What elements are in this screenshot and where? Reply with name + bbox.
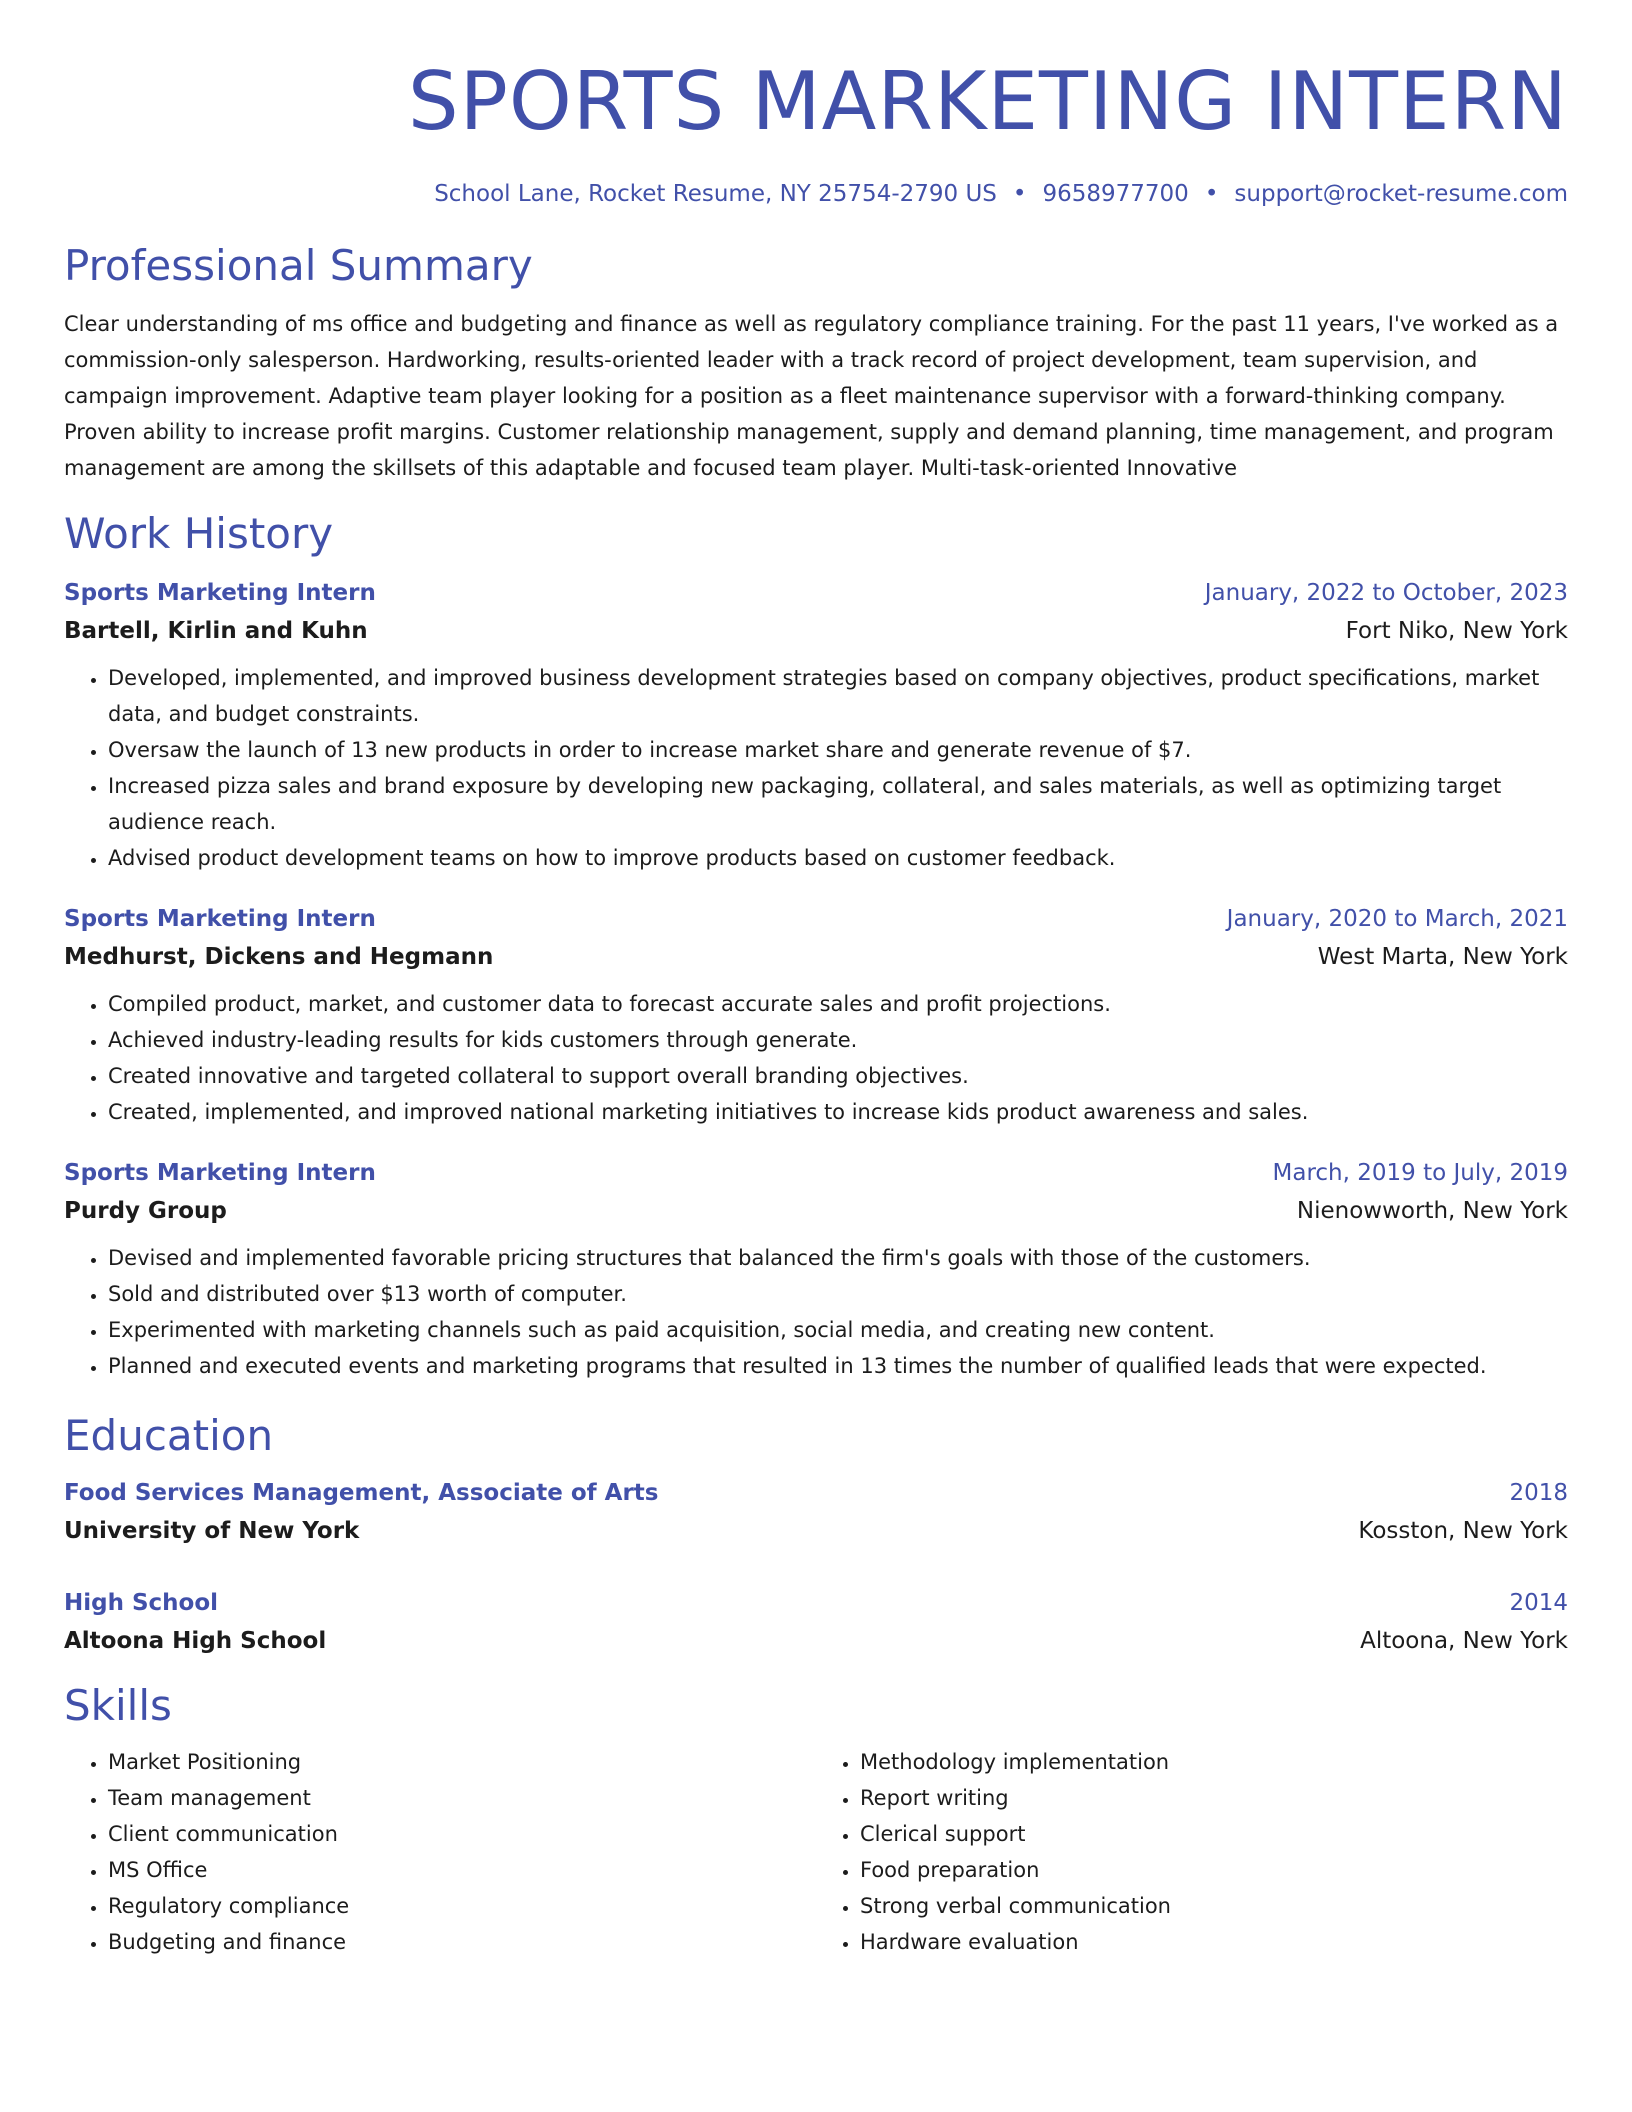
list-item: • Food preparation xyxy=(860,1852,1568,1888)
list-item: • Budgeting and finance xyxy=(108,1924,816,1960)
list-item: • MS Office xyxy=(108,1852,816,1888)
contact-separator: • xyxy=(1012,181,1027,207)
job-company: Bartell, Kirlin and Kuhn xyxy=(64,618,368,644)
education-entry xyxy=(64,1474,1568,1550)
candidate-name: SPORTS MARKETING INTERN xyxy=(407,55,1568,148)
education-school: University of New York xyxy=(64,1518,360,1544)
list-item: • Report writing xyxy=(860,1780,1568,1816)
job-bullets xyxy=(64,1240,1568,1384)
skills-columns xyxy=(64,1744,1568,1960)
education-degree: High School xyxy=(64,1590,219,1616)
job-dates: January, 2020 to March, 2021 xyxy=(1226,906,1568,932)
contact-email: support@rocket-resume.com xyxy=(1234,181,1568,207)
education-subheader xyxy=(64,1512,1568,1550)
job-subheader xyxy=(64,938,1568,976)
education-year: 2014 xyxy=(1509,1590,1568,1616)
job-company: Purdy Group xyxy=(64,1198,227,1224)
list-item: • Created innovative and targeted collateral to support overall branding objectives. xyxy=(108,1058,1568,1094)
list-item: • Regulatory compliance xyxy=(108,1888,816,1924)
job-header xyxy=(64,574,1568,612)
job-location: West Marta, New York xyxy=(1317,944,1568,970)
education-subheader xyxy=(64,1622,1568,1660)
education-location: Altoona, New York xyxy=(1360,1628,1568,1654)
job-company: Medhurst, Dickens and Hegmann xyxy=(64,944,494,970)
list-item: • Achieved industry-leading results for kids customers through generate. xyxy=(108,1022,1568,1058)
education-degree: Food Services Management, Associate of Arts xyxy=(64,1480,659,1506)
summary-text: Clear understanding of ms office and budgeting and finance as well as regulatory compliance training. For the past 11 years, I've worked as a commission-only salesperson. Hardworking, results-oriented leader with a track record of project development, team supervision, and campaign improvement. Adaptive team player looking for a position as a fleet maintenance supervisor with a forward-thinking company. Proven ability to increase profit margins. Customer relationship management, supply and demand planning, time management, and program management are among the skillsets of this adaptable and focused team player. Multi-task-oriented Innovative xyxy=(64,312,1559,480)
list-item: • Hardware evaluation xyxy=(860,1924,1568,1960)
job-dates: March, 2019 to July, 2019 xyxy=(1272,1160,1568,1186)
skills-list-right xyxy=(816,1744,1568,1960)
list-item: • Experimented with marketing channels such as paid acquisition, social media, and creating new content. xyxy=(108,1312,1568,1348)
contact-separator: • xyxy=(1204,181,1219,207)
contact-line xyxy=(64,178,1568,210)
list-item: • Created, implemented, and improved national marketing initiatives to increase kids product awareness and sales. xyxy=(108,1094,1568,1130)
job-role: Sports Marketing Intern xyxy=(64,580,376,606)
section-title-education: Education xyxy=(64,1411,274,1460)
resume-header xyxy=(64,0,1568,210)
job-bullets xyxy=(64,660,1568,876)
education-school: Altoona High School xyxy=(64,1628,327,1654)
job-bullets xyxy=(64,986,1568,1130)
section-title-skills: Skills xyxy=(64,1681,172,1730)
education-header xyxy=(64,1584,1568,1622)
list-item: • Strong verbal communication xyxy=(860,1888,1568,1924)
list-item: • Increased pizza sales and brand exposure by developing new packaging, collateral, and sales materials, as well as optimizing target audience reach. xyxy=(108,768,1568,840)
section-title-summary: Professional Summary xyxy=(64,241,533,290)
contact-address: School Lane, Rocket Resume, NY 25754-2790 US xyxy=(434,181,997,207)
education-header xyxy=(64,1474,1568,1512)
section-title-work-history: Work History xyxy=(64,509,334,558)
list-item: • Client communication xyxy=(108,1816,816,1852)
list-item: • Market Positioning xyxy=(108,1744,816,1780)
education-location: Kosston, New York xyxy=(1358,1518,1568,1544)
education-entry xyxy=(64,1584,1568,1660)
job-dates: January, 2022 to October, 2023 xyxy=(1204,580,1568,606)
list-item: • Developed, implemented, and improved business development strategies based on company objectives, product specifications, market data, and budget constraints. xyxy=(108,660,1568,732)
contact-phone: 9658977700 xyxy=(1042,181,1189,207)
list-item: • Advised product development teams on how to improve products based on customer feedback. xyxy=(108,840,1568,876)
job-location: Fort Niko, New York xyxy=(1345,618,1568,644)
list-item: • Oversaw the launch of 13 new products in order to increase market share and generate revenue of $7. xyxy=(108,732,1568,768)
list-item: • Devised and implemented favorable pricing structures that balanced the firm's goals with those of the customers. xyxy=(108,1240,1568,1276)
job-entry xyxy=(64,574,1568,876)
job-entry xyxy=(64,1154,1568,1384)
list-item: • Sold and distributed over $13 worth of computer. xyxy=(108,1276,1568,1312)
job-entry xyxy=(64,900,1568,1130)
job-role: Sports Marketing Intern xyxy=(64,1160,376,1186)
job-header xyxy=(64,900,1568,938)
job-role: Sports Marketing Intern xyxy=(64,906,376,932)
list-item: • Compiled product, market, and customer data to forecast accurate sales and profit projections. xyxy=(108,986,1568,1022)
list-item: • Methodology implementation xyxy=(860,1744,1568,1780)
job-location: Nienowworth, New York xyxy=(1296,1198,1568,1224)
job-header xyxy=(64,1154,1568,1192)
list-item: • Planned and executed events and marketing programs that resulted in 13 times the number of qualified leads that were expected. xyxy=(108,1348,1568,1384)
job-subheader xyxy=(64,612,1568,650)
list-item: • Clerical support xyxy=(860,1816,1568,1852)
list-item: • Team management xyxy=(108,1780,816,1816)
job-subheader xyxy=(64,1192,1568,1230)
skills-list-left xyxy=(64,1744,816,1960)
education-year: 2018 xyxy=(1509,1480,1568,1506)
